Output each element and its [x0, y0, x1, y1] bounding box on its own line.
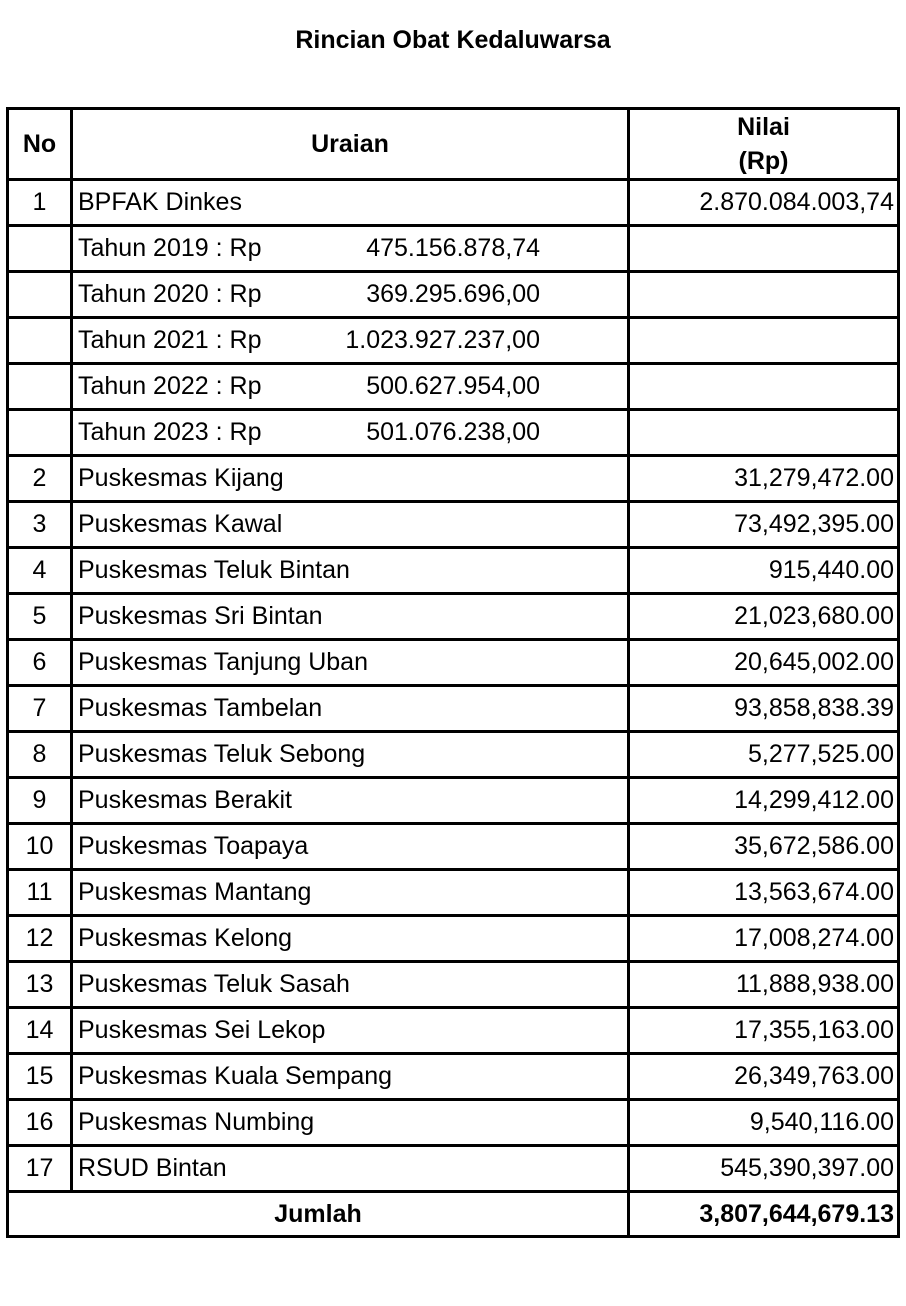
row-nilai: 14,299,412.00: [629, 778, 899, 824]
row-no: 16: [8, 1100, 72, 1146]
row-uraian: Puskesmas Kuala Sempang: [72, 1054, 629, 1100]
row-no: 12: [8, 916, 72, 962]
row-no: 9: [8, 778, 72, 824]
row-no: 10: [8, 824, 72, 870]
header-no: No: [8, 109, 72, 180]
total-value: 3,807,644,679.13: [629, 1192, 899, 1237]
row-uraian: Puskesmas Sei Lekop: [72, 1008, 629, 1054]
row-uraian: Puskesmas Kelong: [72, 916, 629, 962]
table-row: [8, 1146, 899, 1192]
sub-row: [8, 226, 899, 272]
row-nilai: 26,349,763.00: [629, 1054, 899, 1100]
row-no: 13: [8, 962, 72, 1008]
table-row: [8, 824, 899, 870]
row-nilai: 5,277,525.00: [629, 732, 899, 778]
row-nilai: 17,355,163.00: [629, 1008, 899, 1054]
row-nilai: 11,888,938.00: [629, 962, 899, 1008]
sub-row-label: Tahun 2021 : Rp: [78, 326, 262, 354]
sub-row-amount: 475.156.878,74: [366, 234, 540, 262]
row-uraian: RSUD Bintan: [72, 1146, 629, 1192]
row-no-empty: [8, 364, 72, 410]
table-header-row: [8, 109, 899, 180]
row-no: 5: [8, 594, 72, 640]
header-nilai-line1: Nilai: [737, 113, 790, 141]
row-nilai-empty: [629, 272, 899, 318]
row-nilai: 20,645,002.00: [629, 640, 899, 686]
row-uraian: Puskesmas Tambelan: [72, 686, 629, 732]
table-row: [8, 180, 899, 226]
table-row: [8, 732, 899, 778]
row-nilai-empty: [629, 318, 899, 364]
row-nilai: 13,563,674.00: [629, 870, 899, 916]
row-no-empty: [8, 272, 72, 318]
total-label: Jumlah: [8, 1192, 629, 1237]
row-no: 14: [8, 1008, 72, 1054]
row-no: 8: [8, 732, 72, 778]
row-uraian: Puskesmas Berakit: [72, 778, 629, 824]
total-row: [8, 1192, 899, 1237]
row-uraian: Puskesmas Teluk Bintan: [72, 548, 629, 594]
row-no-empty: [8, 318, 72, 364]
row-uraian: Puskesmas Mantang: [72, 870, 629, 916]
row-uraian: Puskesmas Kijang: [72, 456, 629, 502]
sub-row: [8, 410, 899, 456]
expired-drugs-table: [6, 107, 900, 1238]
sub-row-uraian: [72, 272, 629, 318]
row-no: 17: [8, 1146, 72, 1192]
row-nilai-empty: [629, 364, 899, 410]
row-uraian: Puskesmas Kawal: [72, 502, 629, 548]
sub-row-amount: 369.295.696,00: [366, 280, 540, 308]
row-nilai-empty: [629, 410, 899, 456]
row-nilai: 31,279,472.00: [629, 456, 899, 502]
sub-row-uraian: [72, 364, 629, 410]
sub-row-label: Tahun 2019 : Rp: [78, 234, 262, 262]
row-uraian: Puskesmas Teluk Sasah: [72, 962, 629, 1008]
sub-row-label: Tahun 2020 : Rp: [78, 280, 262, 308]
table-row: [8, 548, 899, 594]
sub-row: [8, 364, 899, 410]
row-nilai: 2.870.084.003,74: [629, 180, 899, 226]
row-no-empty: [8, 410, 72, 456]
table-row: [8, 686, 899, 732]
table-row: [8, 962, 899, 1008]
row-no: 3: [8, 502, 72, 548]
table-row: [8, 640, 899, 686]
sub-row-uraian: [72, 226, 629, 272]
row-no: 4: [8, 548, 72, 594]
table-row: [8, 1100, 899, 1146]
row-nilai: 35,672,586.00: [629, 824, 899, 870]
sub-row: [8, 272, 899, 318]
row-nilai: 93,858,838.39: [629, 686, 899, 732]
row-no: 11: [8, 870, 72, 916]
header-uraian: Uraian: [72, 109, 629, 180]
row-uraian: Puskesmas Numbing: [72, 1100, 629, 1146]
row-no: 1: [8, 180, 72, 226]
table-row: [8, 778, 899, 824]
row-uraian: BPFAK Dinkes: [72, 180, 629, 226]
table-row: [8, 916, 899, 962]
row-uraian: Puskesmas Teluk Sebong: [72, 732, 629, 778]
table-row: [8, 456, 899, 502]
row-uraian: Puskesmas Tanjung Uban: [72, 640, 629, 686]
sub-row-label: Tahun 2022 : Rp: [78, 372, 262, 400]
row-no-empty: [8, 226, 72, 272]
row-no: 2: [8, 456, 72, 502]
row-nilai: 9,540,116.00: [629, 1100, 899, 1146]
sub-row-amount: 500.627.954,00: [366, 372, 540, 400]
table-row: [8, 502, 899, 548]
header-nilai: [629, 109, 899, 180]
row-nilai: 17,008,274.00: [629, 916, 899, 962]
row-uraian: Puskesmas Toapaya: [72, 824, 629, 870]
table-row: [8, 1008, 899, 1054]
sub-row-uraian: [72, 318, 629, 364]
row-no: 7: [8, 686, 72, 732]
sub-row-uraian: [72, 410, 629, 456]
table-row: [8, 594, 899, 640]
row-nilai: 915,440.00: [629, 548, 899, 594]
sub-row-amount: 501.076.238,00: [366, 418, 540, 446]
header-nilai-line2: (Rp): [738, 147, 789, 175]
sub-row-label: Tahun 2023 : Rp: [78, 418, 262, 446]
page-title: Rincian Obat Kedaluwarsa: [295, 26, 611, 54]
sub-row-amount: 1.023.927.237,00: [345, 326, 540, 354]
row-nilai: 73,492,395.00: [629, 502, 899, 548]
row-nilai-empty: [629, 226, 899, 272]
row-nilai: 21,023,680.00: [629, 594, 899, 640]
row-no: 6: [8, 640, 72, 686]
row-uraian: Puskesmas Sri Bintan: [72, 594, 629, 640]
sub-row: [8, 318, 899, 364]
row-nilai: 545,390,397.00: [629, 1146, 899, 1192]
table-row: [8, 1054, 899, 1100]
row-no: 15: [8, 1054, 72, 1100]
table-row: [8, 870, 899, 916]
